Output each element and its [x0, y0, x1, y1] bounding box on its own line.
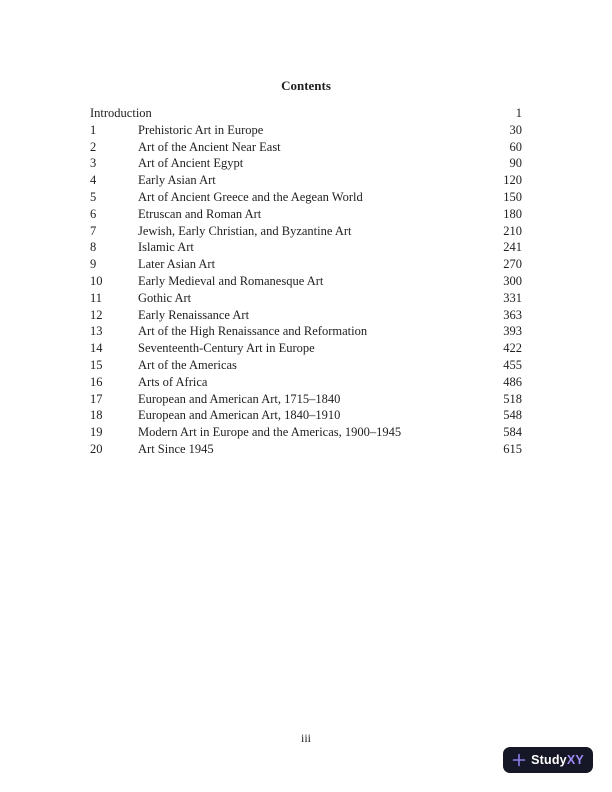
toc-entry — [90, 105, 522, 122]
chapter-page: 393 — [503, 324, 522, 339]
chapter-number: 5 — [90, 189, 97, 204]
toc-entry — [90, 340, 522, 357]
chapter-title: Etruscan and Roman Art — [138, 206, 262, 221]
chapter-number: 3 — [90, 156, 97, 171]
chapter-page: 30 — [509, 122, 522, 137]
brand-study-text: Study — [531, 753, 567, 767]
chapter-number: 12 — [90, 307, 103, 322]
brand-xy-text: XY — [566, 753, 584, 767]
chapter-number: 8 — [90, 240, 97, 255]
chapter-number: 14 — [90, 341, 103, 356]
chapter-title: Introduction — [90, 106, 152, 120]
chapter-number: 13 — [90, 324, 103, 339]
chapter-page: 1 — [515, 106, 522, 120]
toc-entry — [90, 273, 522, 290]
chapter-number: 4 — [90, 173, 97, 188]
brand-wordmark — [531, 753, 584, 767]
toc-entry — [90, 357, 522, 374]
chapter-number: 9 — [90, 257, 97, 272]
chapter-title: Islamic Art — [138, 240, 194, 255]
chapter-page: 422 — [503, 341, 522, 356]
chapter-page: 241 — [503, 240, 522, 255]
chapter-page: 486 — [503, 374, 522, 389]
chapter-title: Jewish, Early Christian, and Byzantine Art — [138, 223, 352, 238]
chapter-page: 180 — [503, 206, 522, 221]
chapter-page: 60 — [509, 139, 522, 154]
chapter-page: 270 — [503, 257, 522, 272]
toc-entry — [90, 189, 522, 206]
chapter-number: 16 — [90, 374, 103, 389]
toc-entry — [90, 256, 522, 273]
toc-entry — [90, 290, 522, 307]
toc-entry — [90, 122, 522, 139]
chapter-page: 363 — [503, 307, 522, 322]
toc-entry — [90, 374, 522, 391]
chapter-page: 331 — [503, 290, 522, 305]
chapter-title: Art of the Ancient Near East — [138, 139, 281, 154]
chapter-title: Modern Art in Europe and the Americas, 1900–1945 — [138, 425, 402, 440]
toc-entry — [90, 391, 522, 408]
chapter-title: Art of the High Renaissance and Reformation — [138, 324, 368, 339]
chapter-number: 10 — [90, 273, 103, 288]
chapter-number: 18 — [90, 408, 103, 423]
chapter-title: Art Since 1945 — [138, 441, 214, 456]
chapter-page: 90 — [509, 156, 522, 171]
chapter-page: 300 — [503, 273, 522, 288]
folio-page-number: iii — [300, 731, 311, 745]
chapter-title: Prehistoric Art in Europe — [138, 122, 264, 137]
chapter-title: Art of the Americas — [138, 357, 237, 372]
table-of-contents — [90, 105, 522, 458]
chapter-number: 11 — [90, 290, 103, 305]
toc-entry — [90, 307, 522, 324]
chapter-title: Early Asian Art — [138, 173, 216, 188]
chapter-title: Early Medieval and Romanesque Art — [138, 273, 324, 288]
chapter-number: 15 — [90, 357, 103, 372]
chapter-page: 120 — [503, 173, 522, 188]
chapter-number: 17 — [90, 391, 103, 406]
chapter-page: 210 — [503, 223, 522, 238]
chapter-page: 518 — [503, 391, 522, 406]
chapter-page: 548 — [503, 408, 522, 423]
chapter-title: Seventeenth-Century Art in Europe — [138, 341, 315, 356]
chapter-number: 1 — [90, 122, 97, 137]
toc-entry — [90, 172, 522, 189]
chapter-page: 150 — [503, 189, 522, 204]
toc-entry — [90, 424, 522, 441]
toc-entry — [90, 206, 522, 223]
chapter-page: 455 — [503, 357, 522, 372]
chapter-title: Early Renaissance Art — [138, 307, 250, 322]
chapter-page: 584 — [503, 425, 522, 440]
chapter-title: European and American Art, 1840–1910 — [138, 408, 341, 423]
toc-entry — [90, 223, 522, 240]
toc-entry — [90, 323, 522, 340]
chapter-number: 2 — [90, 139, 97, 154]
page-title: Contents — [281, 78, 331, 93]
chapter-title: Gothic Art — [138, 290, 192, 305]
studyxy-logo-badge[interactable] — [503, 747, 593, 773]
chapter-number: 20 — [90, 441, 103, 456]
chapter-number: 19 — [90, 425, 103, 440]
toc-entry — [90, 139, 522, 156]
chapter-title: Art of Ancient Greece and the Aegean World — [138, 189, 363, 204]
chapter-title: European and American Art, 1715–1840 — [138, 391, 341, 406]
chapter-page: 615 — [503, 441, 522, 456]
toc-entry — [90, 155, 522, 172]
chapter-title: Arts of Africa — [138, 374, 208, 389]
chapter-number: 6 — [90, 206, 97, 221]
chapter-number: 7 — [90, 223, 97, 238]
toc-entry — [90, 407, 522, 424]
chapter-title: Later Asian Art — [138, 257, 216, 272]
toc-entry — [90, 441, 522, 458]
chapter-title: Art of Ancient Egypt — [138, 156, 244, 171]
toc-entry — [90, 239, 522, 256]
plus-icon — [512, 753, 526, 767]
